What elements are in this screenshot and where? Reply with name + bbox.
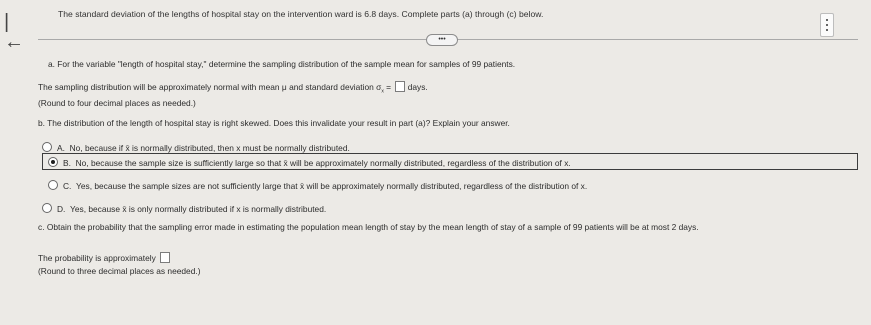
part-c-round-note: (Round to three decimal places as needed.) (38, 266, 201, 276)
probability-answer-input[interactable] (160, 252, 170, 263)
part-a-answer-line (38, 81, 428, 95)
part-c-prompt: c. Obtain the probability that the sampling error made in estimating the population mean length of stay by the mean length of stay of a sample of 99 patients will be at most 2 days. (38, 222, 699, 232)
option-c-radio[interactable] (48, 180, 58, 190)
part-a-round-note: (Round to four decimal places as needed.) (38, 98, 196, 108)
back-arrow-icon[interactable]: |← (4, 11, 24, 53)
option-d[interactable] (42, 203, 326, 214)
option-b[interactable] (48, 157, 571, 168)
std-dev-answer-input[interactable] (395, 81, 405, 92)
option-d-radio[interactable] (42, 203, 52, 213)
option-c[interactable] (48, 180, 587, 191)
sigma-subscript: x (381, 88, 384, 95)
option-b-text: No, because the sample size is sufficiently large so that x̄ will be approximately normally distributed, regardless of the distribution of x. (75, 158, 571, 168)
option-d-text: Yes, because x̄ is only normally distributed if x is normally distributed. (70, 204, 327, 214)
part-a-prompt: a. For the variable "length of hospital stay," determine the sampling distribution of the sample mean for samples of 99 patients. (48, 59, 516, 69)
option-c-text: Yes, because the sample sizes are not sufficiently large that x̄ will be approximately normally distributed, regardless of the distribution of x. (76, 181, 588, 191)
part-c-answer-line (38, 252, 170, 263)
option-c-label: C. (63, 181, 72, 191)
part-a-answer-suffix: days. (407, 82, 428, 92)
problem-statement: The standard deviation of the lengths of hospital stay on the intervention ward is 6.8 days. Complete parts (a) through (c) below. (58, 9, 544, 19)
option-a-text: No, because if x̄ is normally distributed, then x must be normally distributed. (69, 143, 350, 153)
option-a-label: A. (57, 143, 65, 153)
option-a[interactable] (42, 142, 350, 153)
option-b-label: B. (63, 158, 71, 168)
part-a-answer-prefix: The sampling distribution will be approximately normal with mean μ and standard deviation σ (38, 82, 382, 92)
part-b-prompt: b. The distribution of the length of hospital stay is right skewed. Does this invalidate your result in part (a)? Explain your answer. (38, 118, 510, 128)
expand-button[interactable]: ••• (426, 34, 458, 46)
option-a-radio[interactable] (42, 142, 52, 152)
equals-sign: = (383, 82, 394, 92)
part-c-answer-prefix: The probability is approximately (38, 253, 156, 263)
option-b-radio[interactable] (48, 157, 58, 167)
more-options-icon[interactable] (820, 13, 834, 37)
option-d-label: D. (57, 204, 66, 214)
